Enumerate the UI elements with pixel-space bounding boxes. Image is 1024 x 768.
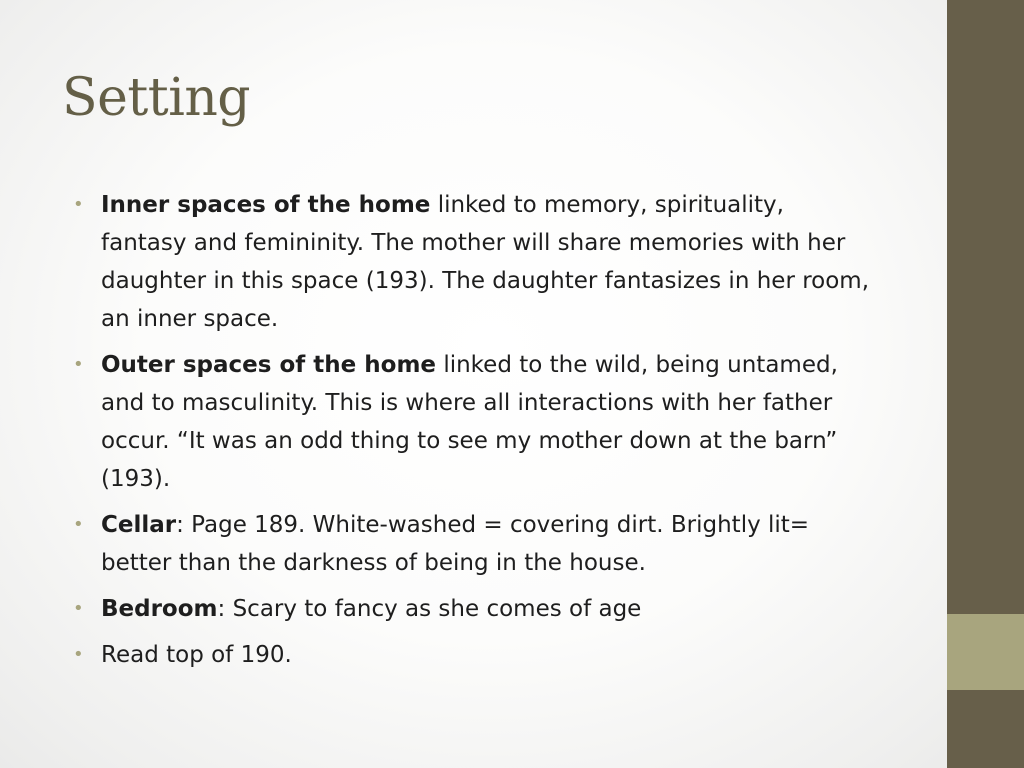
bullet-item-outer-spaces [70,346,870,498]
bullet-icon: • [73,514,84,535]
bullet-text: linked to the wild, being untamed, and to masculinity. This is where all interactions with her father occur. “It was an odd thing to see my mother down at the barn” (193). [101,352,838,492]
bullet-heading: Inner spaces of the home [101,192,431,218]
bullet-heading: Outer spaces of the home [101,352,437,378]
bullet-text: Read top of 190. [101,642,292,668]
bullet-item-inner-spaces [70,186,870,338]
slide-title: Setting [62,68,251,128]
bullet-icon: • [73,354,84,375]
bullet-icon: • [73,644,84,665]
bullet-text: : Page 189. White-washed = covering dirt. Brightly lit= better than the darkness of being in the house. [101,512,810,576]
bullet-text: : Scary to fancy as she comes of age [217,596,642,622]
bullet-item-bedroom [70,590,870,628]
bullet-heading: Cellar [101,512,177,538]
sidebar-accent-block [947,614,1024,690]
bullet-heading: Bedroom [101,596,218,622]
bullet-list [70,186,870,682]
bullet-icon: • [73,194,84,215]
bullet-item-read-top [70,636,870,674]
bullet-item-cellar [70,506,870,582]
bullet-text: linked to memory, spirituality, fantasy and femininity. The mother will share memories with her daughter in this space (193). The daughter fantasizes in her room, an inner space. [101,192,870,332]
bullet-icon: • [73,598,84,619]
